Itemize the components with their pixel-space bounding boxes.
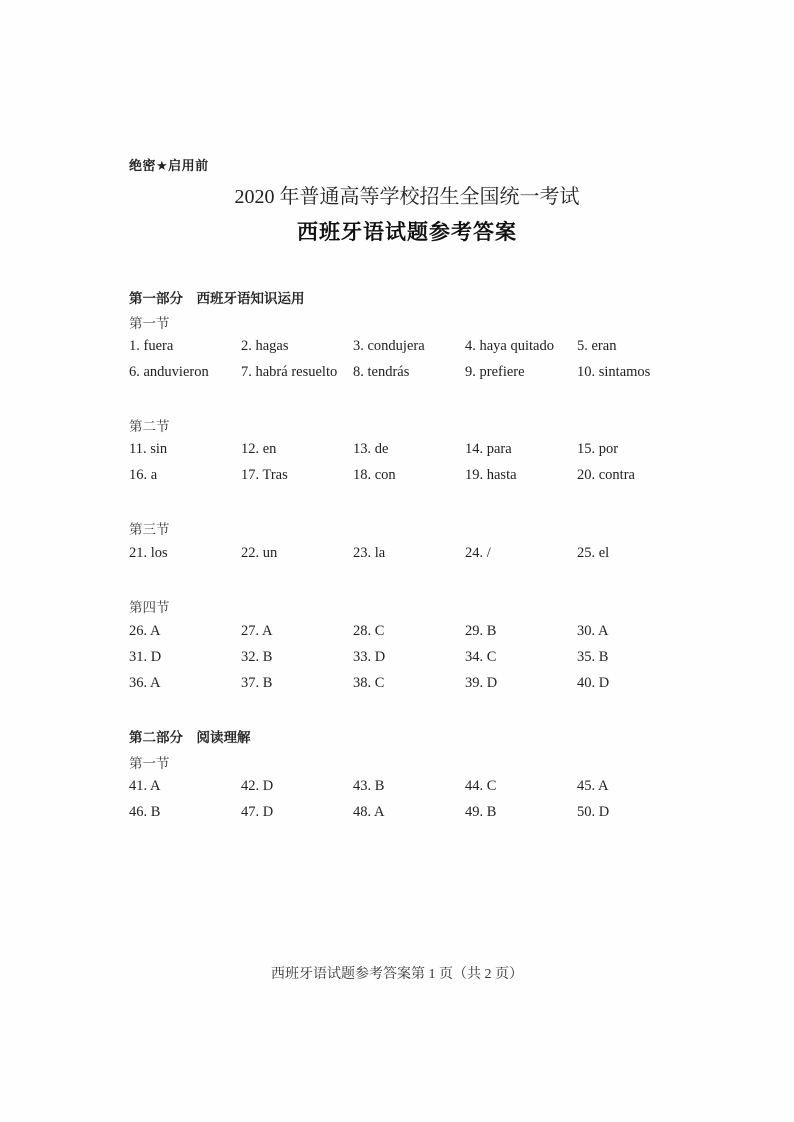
answer-item: 22. un: [241, 545, 278, 561]
answer-item: 41. A: [129, 778, 161, 794]
answer-item: 13. de: [353, 441, 389, 457]
answer-item: 26. A: [129, 623, 161, 639]
answer-item: 45. A: [577, 778, 609, 794]
answer-item: 46. B: [129, 804, 161, 820]
answer-item: 33. D: [353, 649, 386, 665]
part-1-section-3-heading: 第三节: [129, 522, 170, 538]
answer-item: 28. C: [353, 623, 385, 639]
answer-item: 6. anduvieron: [129, 364, 209, 380]
answer-item: 19. hasta: [465, 467, 517, 483]
answer-item: 17. Tras: [241, 467, 288, 483]
answer-item: 40. D: [577, 675, 610, 691]
answer-item: 44. C: [465, 778, 497, 794]
answer-item: 15. por: [577, 441, 619, 457]
answer-item: 9. prefiere: [465, 364, 525, 380]
answer-item: 3. condujera: [353, 338, 425, 354]
answer-item: 4. haya quitado: [465, 338, 554, 354]
answer-item: 42. D: [241, 778, 274, 794]
answer-item: 47. D: [241, 804, 274, 820]
answer-item: 48. A: [353, 804, 385, 820]
answer-item: 35. B: [577, 649, 609, 665]
part-1-section-4-heading: 第四节: [129, 600, 170, 616]
answer-item: 10. sintamos: [577, 364, 651, 380]
answer-item: 18. con: [353, 467, 396, 483]
part-1-heading: 第一部分 西班牙语知识运用: [129, 291, 305, 307]
answer-item: 16. a: [129, 467, 158, 483]
answer-item: 7. habrá resuelto: [241, 364, 338, 380]
document-title: 西班牙语试题参考答案: [297, 220, 517, 244]
answer-item: 38. C: [353, 675, 385, 691]
answer-item: 1. fuera: [129, 338, 174, 354]
answer-item: 8. tendrás: [353, 364, 410, 380]
answer-item: 11. sin: [129, 441, 168, 457]
answer-item: 34. C: [465, 649, 497, 665]
answer-item: 12. en: [241, 441, 277, 457]
page-footer: 西班牙语试题参考答案第 1 页（共 2 页）: [271, 967, 523, 982]
answer-item: 5. eran: [577, 338, 617, 354]
answer-item: 50. D: [577, 804, 610, 820]
part-1-section-2-heading: 第二节: [129, 419, 170, 435]
answer-item: 43. B: [353, 778, 385, 794]
answer-item: 36. A: [129, 675, 161, 691]
answer-item: 32. B: [241, 649, 273, 665]
part-1-section-1-heading: 第一节: [129, 316, 170, 332]
answer-item: 37. B: [241, 675, 273, 691]
answer-item: 29. B: [465, 623, 497, 639]
answer-item: 30. A: [577, 623, 609, 639]
answer-item: 2. hagas: [241, 338, 289, 354]
confidential-label: 绝密★启用前: [129, 159, 209, 174]
answer-item: 27. A: [241, 623, 273, 639]
answer-item: 31. D: [129, 649, 162, 665]
answer-item: 23. la: [353, 545, 386, 561]
part-2-heading: 第二部分 阅读理解: [129, 730, 251, 746]
answer-item: 24. /: [465, 545, 491, 561]
answer-item: 39. D: [465, 675, 498, 691]
answer-item: 25. el: [577, 545, 610, 561]
answer-item: 49. B: [465, 804, 497, 820]
answer-item: 20. contra: [577, 467, 635, 483]
part-2-section-1-heading: 第一节: [129, 756, 170, 772]
answer-item: 21. los: [129, 545, 168, 561]
answer-item: 14. para: [465, 441, 512, 457]
exam-title: 2020 年普通高等学校招生全国统一考试: [234, 186, 580, 208]
